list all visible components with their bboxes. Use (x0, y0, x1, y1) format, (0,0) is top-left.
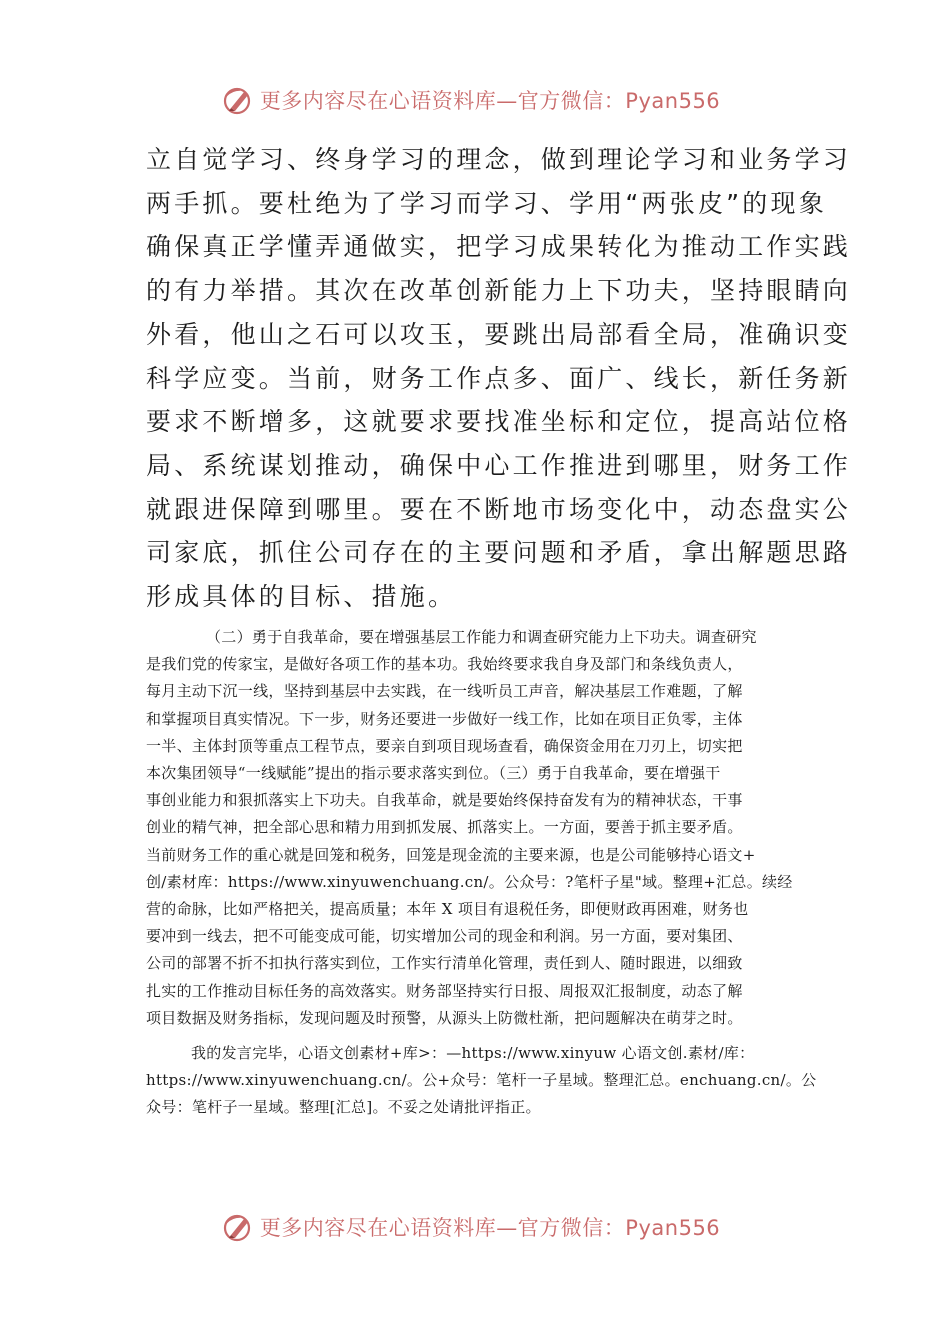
paragraph-line: 是我们党的传家宝，是做好各项工作的基本功。我始终要求我自身及部门和条线负责人， (146, 655, 743, 674)
paragraph-line: 创/素材库：https://www.xinyuwenchuang.cn/。公众号：?笔杆子星"域。整理+汇总。续经 (146, 872, 793, 891)
paragraph-line: 当前财务工作的重心就是回笼和税务，回笼是现金流的主要来源，也是公司能够持心语文+ (146, 845, 756, 864)
paragraph-line: 司家底，抓住公司存在的主要问题和矛盾，拿出解题思路 (146, 538, 852, 568)
footer-banner-text: 更多内容尽在心语资料库—官方微信：Pyan556 (259, 1216, 721, 1240)
paragraph-line: 的有力举措。其次在改革创新能力上下功夫，坚持眼睛向 (146, 276, 852, 306)
header-banner-text: 更多内容尽在心语资料库—官方微信：Pyan556 (259, 89, 721, 113)
paragraph-line: 公司的部署不折不扣执行落实到位，工作实行清单化管理，责任到人、随时跟进，以细致 (146, 954, 743, 973)
pen-circle-icon (222, 84, 254, 116)
paragraph-line: 每月主动下沉一线，坚持到基层中去实践，在一线听员工声音，解决基层工作难题，了解 (146, 682, 743, 701)
paragraph-line: 营的命脉，比如严格把关，提高质量；本年 X 项目有退税任务，即便财政再困难，财务也 (146, 900, 749, 919)
closing-line: https://www.xinyuwenchuang.cn/。公+众号：笔杆一子星域。整理汇总。enchuang.cn/。公 (146, 1071, 817, 1090)
paragraph-gap (146, 1032, 808, 1040)
body-paragraph-small (146, 624, 817, 1122)
paragraph-line: 科学应变。当前，财务工作点多、面广、线长，新任务新 (146, 363, 852, 393)
paragraph-line: 外看，他山之石可以攻玉，要跳出局部看全局，准确识变 (146, 319, 852, 349)
paragraph-line: 项目数据及财务指标，发现问题及时预警，从源头上防微杜渐，把问题解决在萌芽之时。 (146, 1008, 743, 1027)
closing-line: 我的发言完毕，心语文创素材+库>：—https://www.xinyuw 心语文创.素材/库： (191, 1044, 755, 1063)
body-paragraph-large (146, 138, 852, 619)
paragraph-line: 要冲到一线去，把不可能变成可能，切实增加公司的现金和利润。另一方面，要对集团、 (146, 927, 743, 946)
paragraph-line: 扎实的工作推动目标任务的高效落实。财务部坚持实行日报、周报双汇报制度，动态了解 (146, 981, 743, 1000)
paragraph-line: 要求不断增多，这就要求要找准坐标和定位，提高站位格 (146, 407, 852, 437)
pen-circle-icon (222, 1211, 254, 1243)
paragraph-line: 和掌握项目真实情况。下一步，财务还要进一步做好一线工作，比如在项目正负零，主体 (146, 709, 743, 728)
paragraph-line: 局、系统谋划推动，确保中心工作推进到哪里，财务工作 (146, 450, 852, 480)
header-banner (0, 78, 950, 122)
paragraph-line: 就跟进保障到哪里。要在不断地市场变化中，动态盘实公 (146, 494, 852, 524)
closing-line: 众号：笔杆子一星域。整理[汇总]。不妥之处请批评指正。 (146, 1098, 541, 1117)
footer-banner (0, 1205, 950, 1249)
paragraph-line: 本次集团领导“一线赋能”提出的指示要求落实到位。（三）勇于自我革命，要在增强干 (146, 764, 721, 783)
paragraph-line: 事创业能力和狠抓落实上下功夫。自我革命，就是要始终保持奋发有为的精神状态，干事 (146, 791, 743, 810)
paragraph-line: 一半、主体封顶等重点工程节点，要亲自到项目现场查看，确保资金用在刀刃上，切实把 (146, 736, 743, 755)
paragraph-line: 两手抓。要杜绝为了学习而学习、学用“两张皮”的现象 (146, 188, 827, 218)
paragraph-line: （二）勇于自我革命，要在增强基层工作能力和调查研究能力上下功夫。调查研究 (206, 628, 757, 646)
paragraph-line: 确保真正学懂弄通做实，把学习成果转化为推动工作实践 (146, 232, 852, 262)
paragraph-line: 创业的精气神，把全部心思和精力用到抓发展、抓落实上。一方面，要善于抓主要矛盾。 (146, 818, 743, 837)
paragraph-line: 立自觉学习、终身学习的理念，做到理论学习和业务学习 (146, 145, 852, 174)
paragraph-line: 形成具体的目标、措施。 (146, 582, 457, 612)
